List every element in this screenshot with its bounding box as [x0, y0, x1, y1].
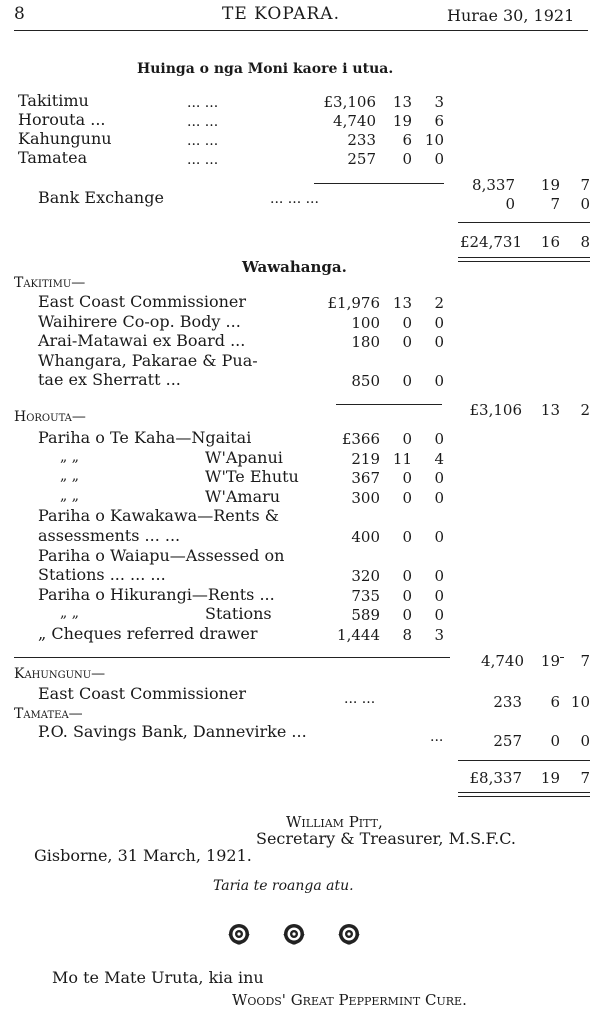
expense-shillings: 0 — [402, 313, 412, 332]
expense-item: Whangara, Pakarae & Pua- — [38, 350, 258, 370]
receipts-subtotal-shillings: 19 — [540, 176, 560, 194]
receipt-pence: 6 — [434, 112, 444, 130]
receipt-pence: 3 — [434, 93, 444, 111]
expense-item: Pariha o Hikurangi—Rents ... — [38, 584, 275, 604]
receipts-total-pence: 8 — [580, 233, 590, 251]
takitimu-label: Takitimu— — [14, 275, 86, 291]
expense-pence: 0 — [434, 430, 444, 448]
ditto-mark: „ „ — [60, 605, 79, 622]
expense-pence: 0 — [434, 469, 444, 488]
receipt-amount: 233 — [347, 131, 376, 149]
expense-pence: 0 — [434, 586, 444, 605]
takitimu-total-pence: 2 — [580, 401, 590, 419]
expense-amount: 850 — [351, 372, 380, 390]
signatory-title: Secretary & Treasurer, M.S.F.C. — [256, 829, 516, 848]
expense-shillings: 0 — [402, 333, 412, 351]
expense-amount: 1,444 — [337, 626, 380, 644]
grand-total-shillings: 19 — [540, 769, 560, 787]
receipt-name: Horouta ... — [18, 110, 106, 129]
receipt-amount: £3,106 — [323, 93, 376, 111]
expense-item: Pariha o Te Kaha—Ngaitai — [38, 428, 252, 447]
expense-item: assessments ... ... — [38, 526, 181, 545]
expense-amount: 367 — [351, 469, 380, 488]
expense-amount: 300 — [351, 488, 380, 507]
expense-amount: £1,976 — [327, 294, 380, 312]
takitimu-rule — [336, 404, 442, 405]
kahungunu-label: Kahungunu— — [14, 666, 106, 682]
expense-shillings: 0 — [402, 606, 412, 625]
expense-item: W'Amaru — [205, 486, 281, 506]
horouta-total-pence: 7 — [564, 654, 590, 669]
receipt-shillings: 6 — [402, 131, 412, 149]
expense-item: „ Cheques referred drawer — [38, 624, 258, 643]
tamatea-shillings: 0 — [550, 732, 560, 750]
tamatea-pence: 0 — [580, 732, 590, 750]
grand-total-pence: 7 — [580, 769, 590, 787]
expenditure-heading: Wawahanga. — [242, 258, 347, 276]
expense-shillings: 0 — [402, 528, 412, 546]
expense-shillings: 0 — [402, 567, 412, 586]
receipt-dots: ... ... — [187, 152, 219, 168]
kahungunu-item: East Coast Commissioner — [38, 684, 247, 703]
receipt-dots: ... ... — [187, 95, 219, 111]
expense-pence: 0 — [434, 313, 444, 332]
receipt-shillings: 13 — [392, 93, 412, 111]
tamatea-dots: ... — [430, 729, 444, 745]
expense-pence: 0 — [434, 333, 444, 351]
expense-amount: 735 — [351, 586, 380, 605]
kahungunu-dots: ... ... — [344, 691, 376, 707]
header-rule — [14, 30, 588, 31]
expense-item: W'Te Ehutu — [205, 467, 299, 487]
expense-amount: 400 — [351, 528, 380, 546]
expense-amount: 100 — [351, 313, 380, 332]
expense-item: Arai-Matawai ex Board ... — [38, 331, 246, 350]
receipts-subtotal-amount: 8,337 — [472, 176, 515, 194]
receipt-dots: ... ... — [187, 133, 219, 149]
expense-item: Pariha o Waiapu—Assessed on — [38, 545, 285, 565]
expense-pence: 0 — [434, 528, 444, 546]
advert-line-2: Woods' Great Peppermint Cure. — [232, 991, 467, 1009]
expense-shillings: 0 — [402, 586, 412, 605]
receipt-name: Kahungunu — [18, 129, 112, 148]
expense-pence: 0 — [434, 606, 444, 625]
expense-shillings: 0 — [402, 488, 412, 507]
expense-shillings: 8 — [402, 626, 412, 644]
kahungunu-shillings: 6 — [550, 693, 560, 711]
journal-title: TE KOPARA. — [222, 4, 340, 24]
receipt-pence: 0 — [434, 150, 444, 168]
tamatea-item: P.O. Savings Bank, Dannevirke ... — [38, 722, 307, 741]
expense-shillings: 0 — [402, 372, 412, 390]
expense-pence: 0 — [434, 567, 444, 586]
takitimu-total-amount: £3,106 — [469, 401, 522, 419]
signature-place-date: Gisborne, 31 March, 1921. — [34, 846, 252, 865]
grand-total-rule — [458, 760, 590, 761]
expense-pence: 4 — [434, 449, 444, 468]
expense-pence: 2 — [434, 294, 444, 312]
ditto-mark: „ „ — [60, 448, 79, 465]
expense-amount: 320 — [351, 567, 380, 586]
expense-pence: 0 — [434, 372, 444, 390]
expense-amount: 219 — [351, 449, 380, 468]
grand-total-double-rule — [458, 792, 590, 797]
expense-pence: 3 — [434, 626, 444, 644]
receipts-total-double-rule — [458, 257, 590, 262]
receipt-name: Tamatea — [18, 148, 88, 167]
bank-exchange-pence: 0 — [580, 195, 590, 213]
receipts-heading: Huinga o nga Moni kaore i utua. — [137, 61, 394, 77]
ditto-mark: „ „ — [60, 468, 79, 485]
expense-shillings: 11 — [392, 449, 412, 468]
expense-item: Waihirere Co-op. Body ... — [38, 311, 241, 331]
horouta-total-amount: 4,740 — [450, 654, 526, 669]
bank-exchange-amount: 0 — [505, 195, 515, 213]
horouta-label: Horouta— — [14, 409, 86, 425]
receipt-shillings: 0 — [402, 150, 412, 168]
expense-shillings: 0 — [402, 469, 412, 488]
receipts-subtotal-rule — [314, 183, 444, 184]
receipts-total-shillings: 16 — [540, 233, 560, 251]
continued-note: Taria te roanga atu. — [213, 878, 354, 894]
expense-item: Stations ... ... ... — [38, 565, 166, 585]
expense-item: Pariha o Kawakawa—Rents & — [38, 506, 279, 526]
receipt-pence: 10 — [424, 131, 444, 149]
receipt-dots: ... ... — [187, 114, 219, 130]
rose-ornament-icon — [226, 921, 366, 947]
bank-exchange-dots: ... ... ... — [270, 191, 319, 207]
expense-amount: 589 — [351, 606, 380, 625]
expense-item: East Coast Commissioner — [38, 292, 247, 311]
issue-date: Hurae 30, 1921 — [447, 6, 575, 25]
advert-line-1: Mo te Mate Uruta, kia inu — [52, 968, 264, 987]
expense-item: tae ex Sherratt ... — [38, 370, 181, 389]
page-number: 8 — [14, 4, 25, 24]
takitimu-total-shillings: 13 — [540, 401, 560, 419]
expense-pence: 0 — [434, 488, 444, 507]
receipts-subtotal-pence: 7 — [580, 176, 590, 194]
receipt-name: Takitimu — [18, 91, 89, 110]
receipt-amount: 4,740 — [333, 112, 376, 130]
bank-exchange-shillings: 7 — [550, 195, 560, 213]
expense-amount: £366 — [341, 430, 380, 448]
ditto-mark: „ „ — [60, 487, 79, 504]
receipts-total-amount: £24,731 — [459, 233, 522, 251]
signatory-name: William Pitt, — [286, 813, 383, 831]
expense-shillings: 13 — [392, 294, 412, 312]
bank-exchange-label: Bank Exchange — [38, 188, 164, 207]
horouta-total-shillings: 19 — [526, 654, 560, 669]
expense-item: Stations — [205, 604, 272, 624]
tamatea-label: Tamatea— — [14, 706, 83, 722]
expense-amount: 180 — [351, 333, 380, 351]
receipts-total-rule — [458, 222, 590, 223]
kahungunu-amount: 233 — [493, 693, 522, 711]
receipt-amount: 257 — [347, 150, 376, 168]
kahungunu-pence: 10 — [570, 693, 590, 711]
grand-total-amount: £8,337 — [469, 769, 522, 787]
tamatea-amount: 257 — [493, 732, 522, 750]
expense-shillings: 0 — [402, 430, 412, 448]
receipt-shillings: 19 — [392, 112, 412, 130]
expense-item: W'Apanui — [205, 447, 283, 467]
